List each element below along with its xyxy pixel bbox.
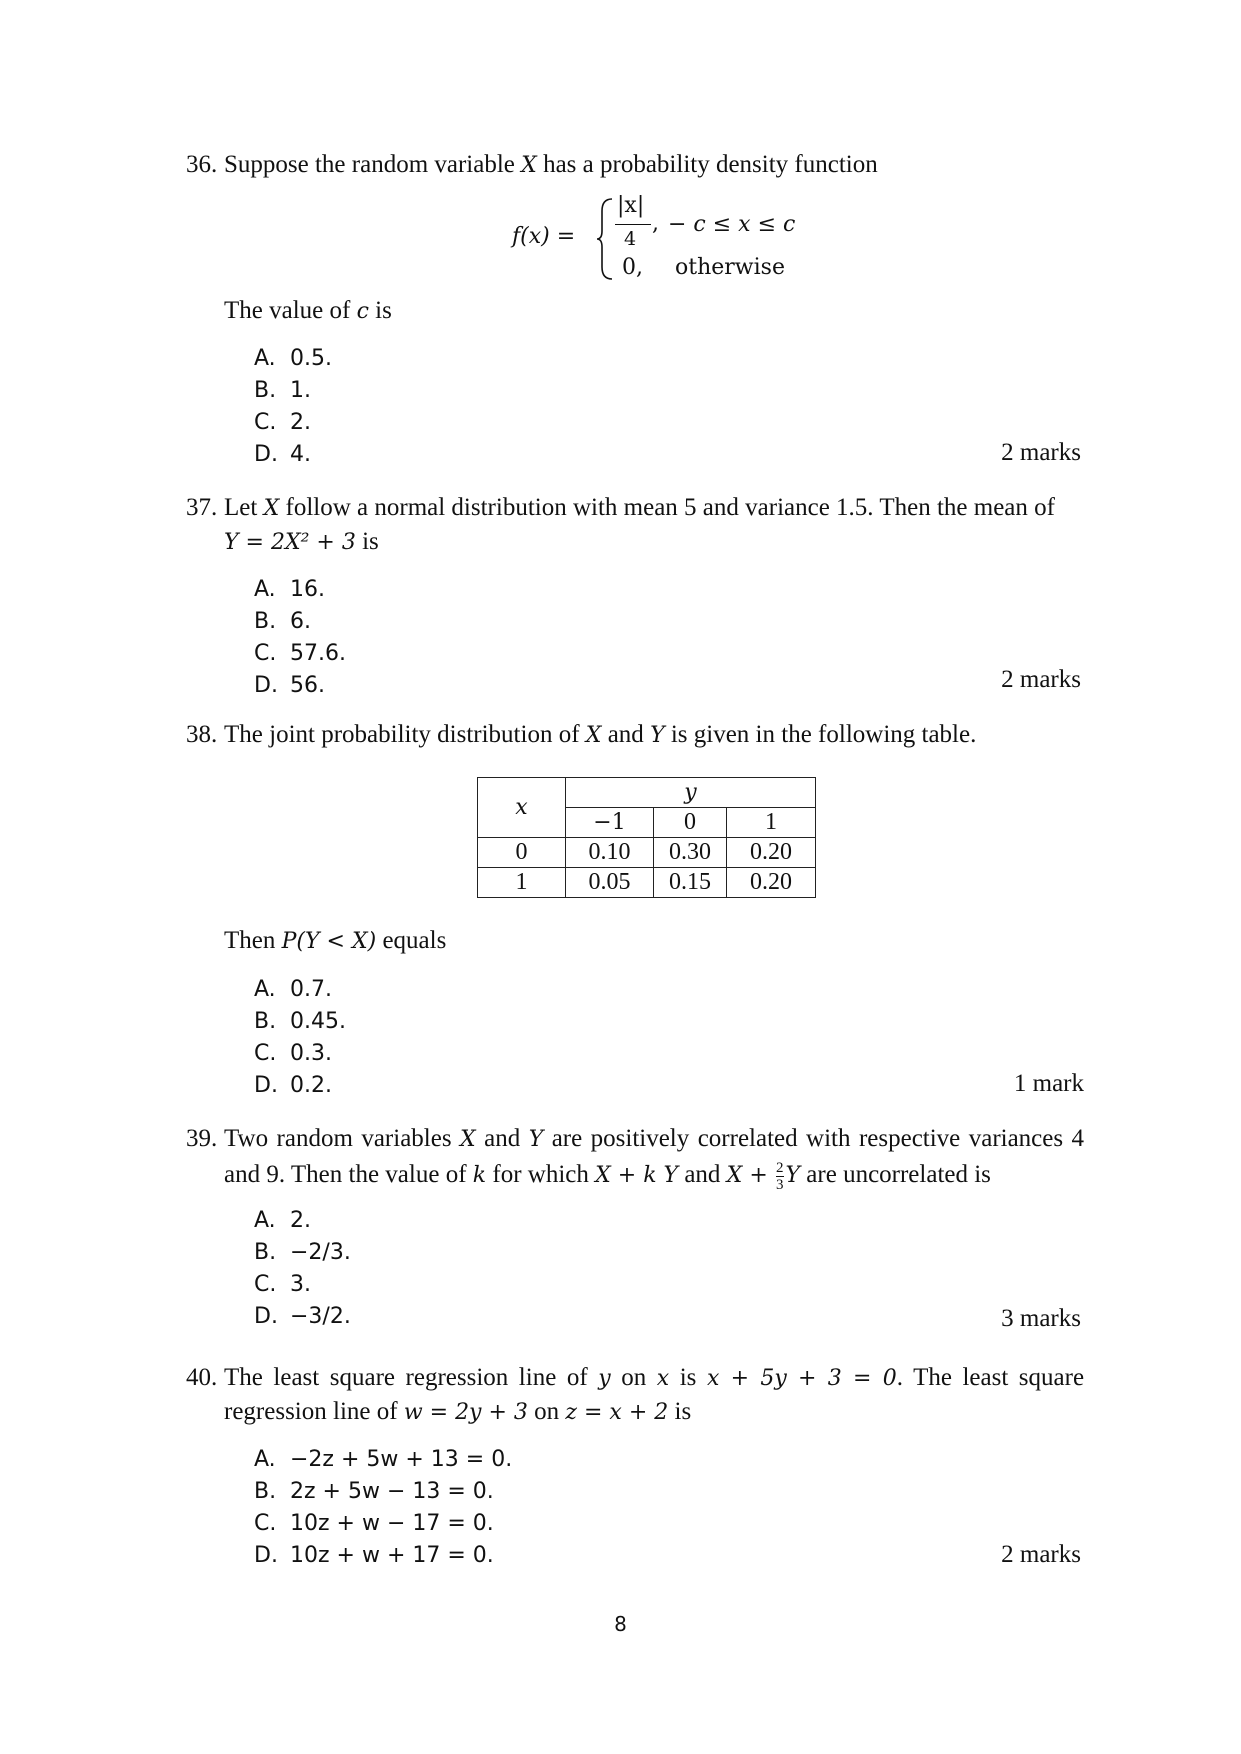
table-row	[478, 838, 816, 868]
options-list	[254, 1205, 1084, 1333]
table-cell: 0.20	[727, 838, 816, 868]
option-b[interactable]: B. 6.	[254, 609, 311, 634]
option-d[interactable]: D. 0.2.	[254, 1073, 332, 1098]
question-stem: Suppose the random variable X has a probability density function	[224, 151, 878, 178]
case1-denominator: 4	[624, 228, 637, 250]
table-row	[478, 778, 816, 808]
options-list	[254, 343, 1084, 471]
left-brace-icon	[596, 197, 616, 281]
question-40	[186, 1361, 1084, 1572]
question-number: 36.	[186, 151, 218, 178]
table-cell: 0	[478, 838, 566, 868]
marks-label: 1 mark	[1013, 1070, 1084, 1097]
question-stem: The joint probability distribution of X and Y is given in the following table.	[224, 721, 977, 748]
option-c[interactable]: C. 0.3.	[254, 1041, 332, 1066]
marks-label: 3 marks	[1001, 1305, 1081, 1332]
question-stem: Let X follow a normal distribution with mean 5 and variance 1.5. Then the mean of Y = 2X² + 3 is	[224, 494, 1055, 555]
table-cell: 1	[478, 868, 566, 898]
question-39	[186, 1122, 1084, 1333]
x-header-cell: x	[478, 778, 566, 838]
question-38	[186, 718, 1084, 752]
table-cell: 0.05	[566, 868, 654, 898]
table-cell: 0.10	[566, 838, 654, 868]
page-number: 8	[614, 1612, 627, 1636]
question-stem: The least square regression line of y on x is x + 5y + 3 = 0. The least square regression line of w = 2y + 3 on z = x + 2 is	[224, 1364, 1085, 1425]
option-a[interactable]: A. −2z + 5w + 13 = 0.	[254, 1447, 513, 1472]
question-37	[186, 491, 1084, 702]
joint-probability-table	[477, 777, 816, 898]
table-cell: −1	[566, 808, 654, 838]
marks-label: 2 marks	[1001, 439, 1081, 466]
question-followup: The value of c is	[224, 297, 392, 324]
fraction-bar	[615, 224, 651, 225]
question-number: 39.	[186, 1125, 218, 1152]
option-a[interactable]: A. 0.7.	[254, 977, 332, 1002]
table-cell: 1	[727, 808, 816, 838]
table-row	[478, 868, 816, 898]
question-36-body	[186, 294, 1084, 471]
case1-comma: ,	[652, 211, 659, 236]
option-b[interactable]: B. 2z + 5w − 13 = 0.	[254, 1479, 494, 1504]
case1-numerator: |x|	[617, 193, 645, 218]
table-cell: 0.15	[654, 868, 727, 898]
question-stem: Two random variables X and Y are positively correlated with respective variances 4 and 9. Then the value of k for which X + k Y and X + $\frac{2}{3}$ Y are uncorrelated is	[224, 1125, 1085, 1193]
option-c[interactable]: C. 10z + w − 17 = 0.	[254, 1511, 494, 1536]
option-d[interactable]: D. 10z + w + 17 = 0.	[254, 1543, 494, 1568]
fraction-two-thirds: $\frac{2}{3}$	[776, 1159, 784, 1193]
marks-label: 2 marks	[1001, 666, 1081, 693]
option-c[interactable]: C. 57.6.	[254, 641, 346, 666]
question-38-body	[186, 924, 1084, 1102]
question-36	[186, 148, 1084, 182]
option-a[interactable]: A. 2.	[254, 1207, 311, 1233]
option-d[interactable]: D. −3/2.	[254, 1303, 351, 1329]
options-list	[254, 574, 1084, 702]
options-list	[254, 974, 1084, 1102]
question-number: 38.	[186, 721, 218, 748]
option-b[interactable]: B. −2/3.	[254, 1239, 351, 1265]
option-a[interactable]: A. 16.	[254, 577, 325, 602]
option-d[interactable]: D. 4.	[254, 442, 311, 467]
marks-label: 2 marks	[1001, 1541, 1081, 1568]
question-number: 37.	[186, 494, 218, 521]
y-header-cell: y	[566, 778, 816, 808]
option-c[interactable]: C. 2.	[254, 410, 311, 435]
options-list	[254, 1444, 1084, 1572]
option-c[interactable]: C. 3.	[254, 1271, 311, 1297]
case2-condition: otherwise	[675, 255, 785, 280]
table-cell: 0.30	[654, 838, 727, 868]
table-cell: 0	[654, 808, 727, 838]
question-followup: Then P(Y < X) equals	[224, 927, 447, 954]
pdf-lhs: f(x) =	[512, 224, 576, 249]
option-b[interactable]: B. 1.	[254, 378, 311, 403]
case1-condition: − c ≤ x ≤ c	[668, 212, 796, 237]
question-number: 40.	[186, 1364, 218, 1391]
option-d[interactable]: D. 56.	[254, 673, 325, 698]
table-cell: 0.20	[727, 868, 816, 898]
case2-value: 0,	[622, 255, 643, 280]
option-b[interactable]: B. 0.45.	[254, 1009, 346, 1034]
option-a[interactable]: A. 0.5.	[254, 346, 332, 371]
